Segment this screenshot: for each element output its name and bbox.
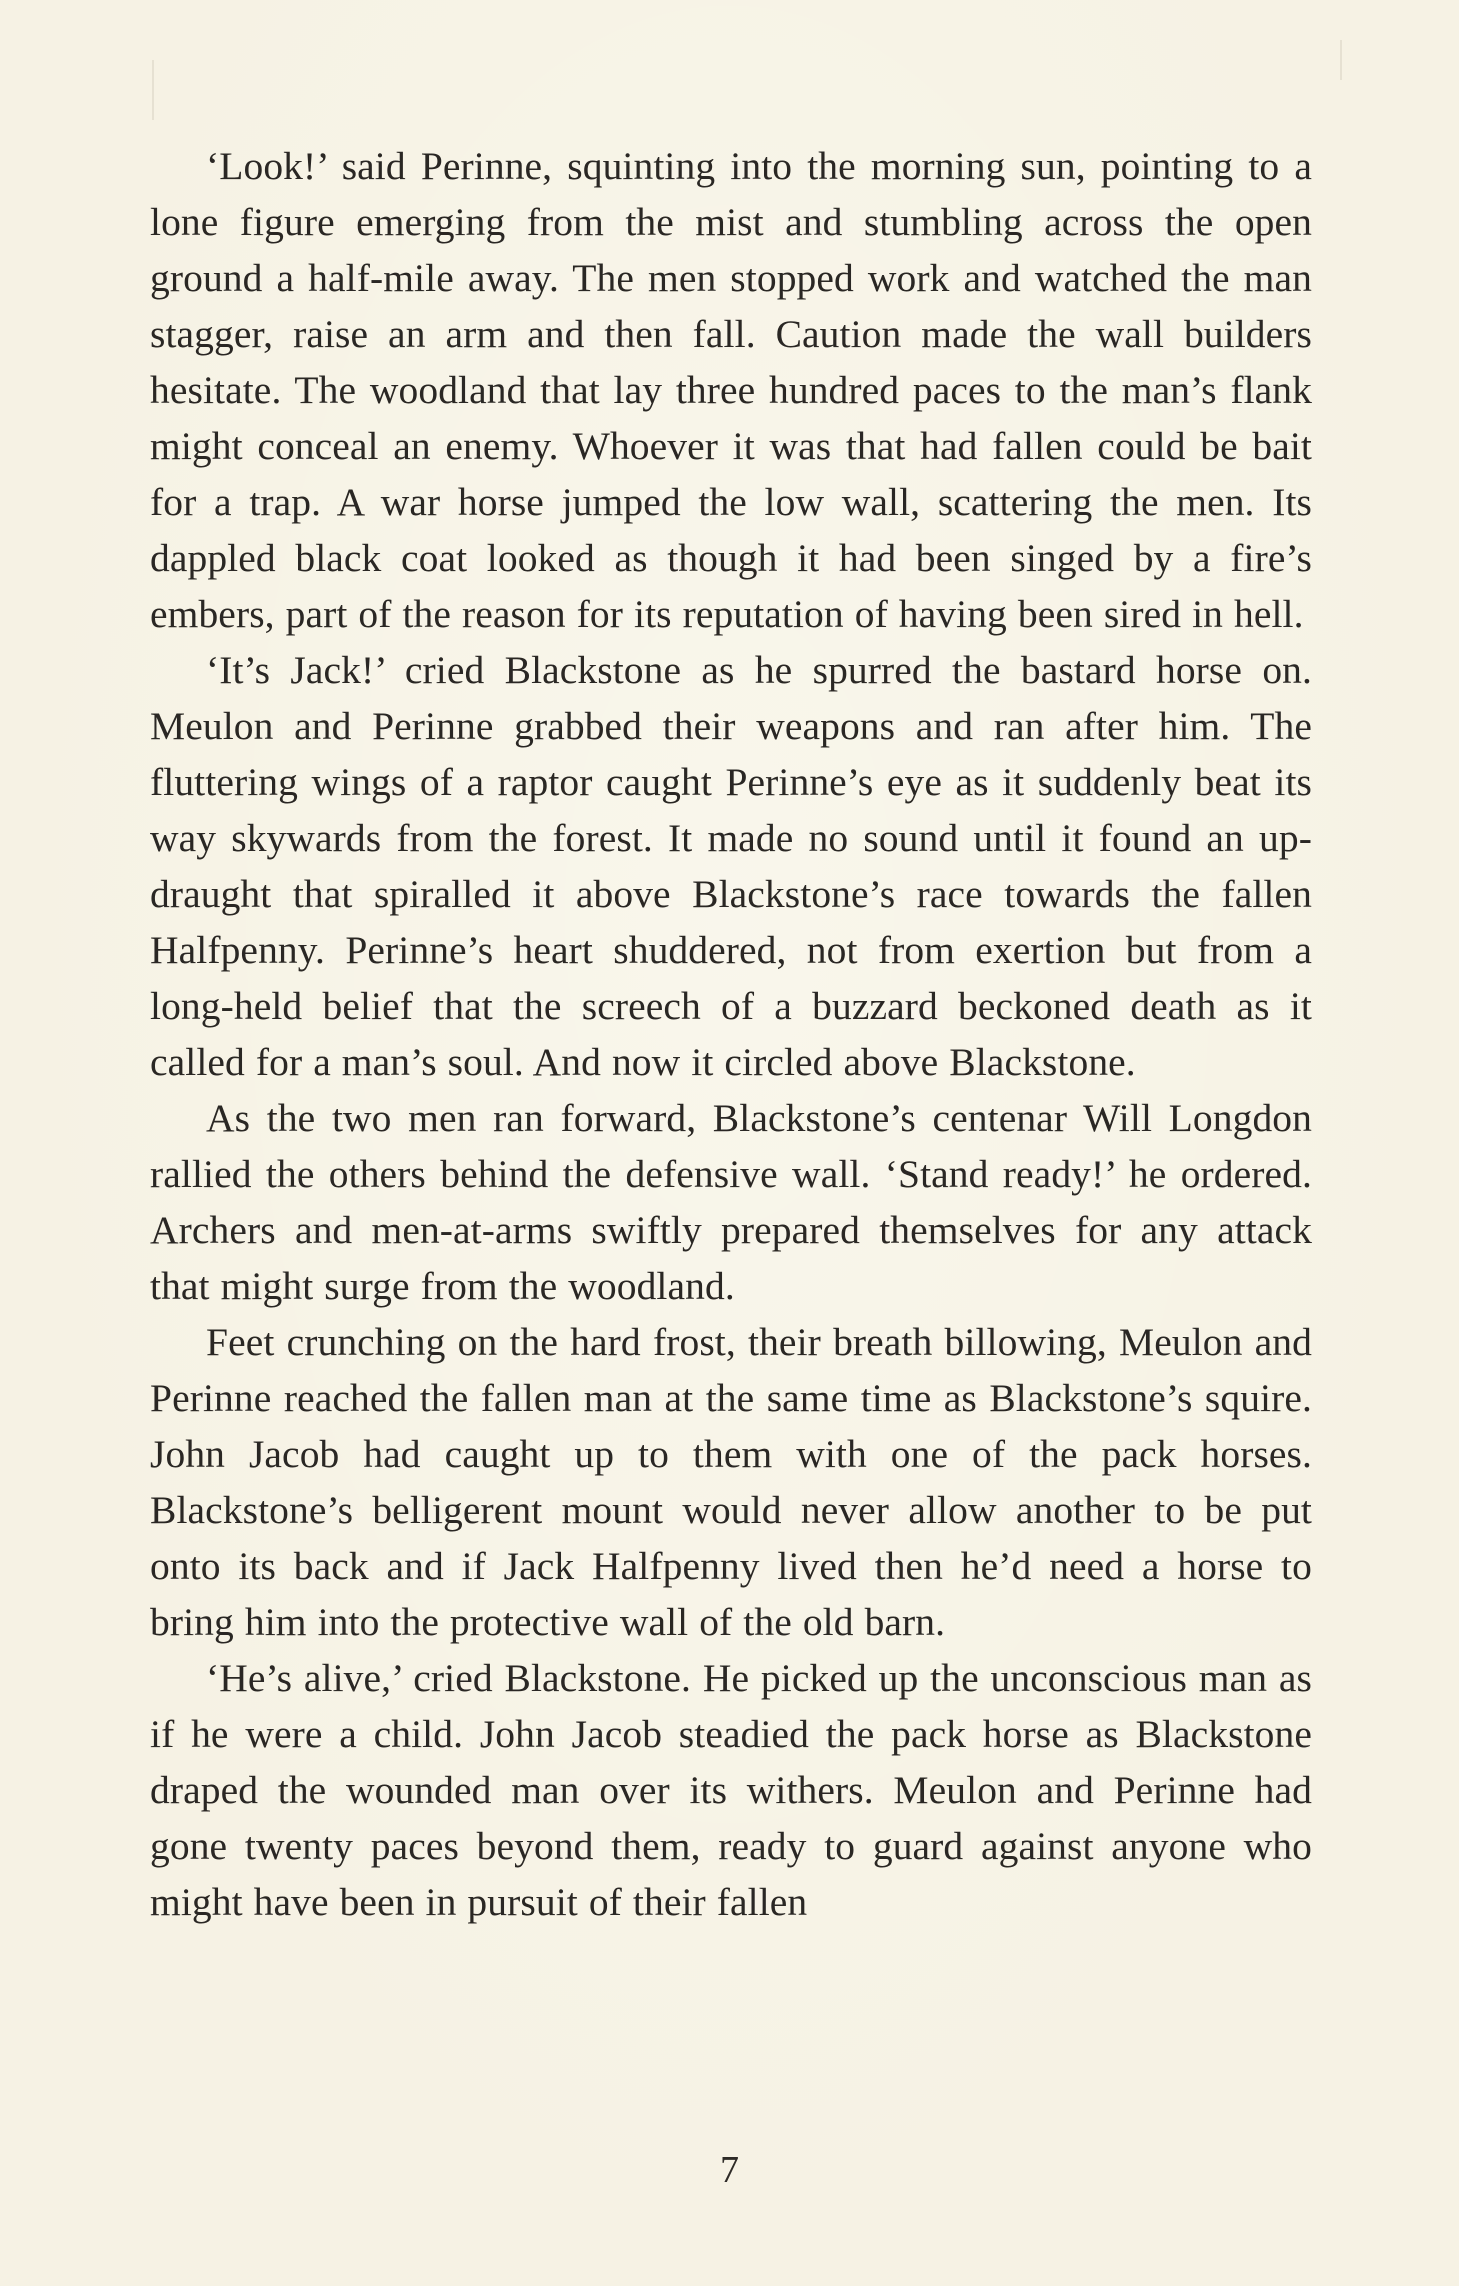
paragraph-2: ‘It’s Jack!’ cried Blackstone as he spurred the bastard horse on. Meulon and Perinne grabbed their weapons and ran after him. The fluttering wings of a raptor caught Perinne’s eye as it suddenly beat its way skywards from the forest. It made no sound until it found an up-draught that spiralled it above Blackstone’s race towards the fallen Halfpenny. Perinne’s heart shuddered, not from exertion but from a long-held belief that the screech of a buzzard beckoned death as it called for a man’s soul. And now it circled above Blackstone. xyxy=(150,648,1312,1084)
paragraph-5: ‘He’s alive,’ cried Blackstone. He picked up the unconscious man as if he were a child. John Jacob steadied the pack horse as Blackstone draped the wounded man over its withers. Meulon and Perinne had gone twenty paces beyond them, ready to guard against anyone who might have been in pursuit of their fallen xyxy=(150,1656,1312,1924)
scan-artifact-right xyxy=(1340,40,1342,80)
page-number: 7 xyxy=(720,2149,739,2191)
paragraph-3: As the two men ran forward, Blackstone’s centenar Will Longdon rallied the others behind the defensive wall. ‘Stand ready!’ he ordered. Archers and men-at-arms swiftly prepared themselves for any attack that might surge from the woodland. xyxy=(150,1096,1312,1308)
paragraph-1: ‘Look!’ said Perinne, squinting into the morning sun, pointing to a lone figure emerging from the mist and stumbling across the open ground a half-mile away. The men stopped work and watched the man stagger, raise an arm and then fall. Caution made the wall builders hesitate. The woodland that lay three hundred paces to the man’s flank might conceal an enemy. Whoever it was that had fallen could be bait for a trap. A war horse jumped the low wall, scattering the men. Its dappled black coat looked as though it had been singed by a fire’s embers, part of the reason for its reputation of having been sired in hell. xyxy=(150,144,1312,636)
scan-artifact-left xyxy=(152,60,154,120)
paragraph-4: Feet crunching on the hard frost, their breath billowing, Meulon and Perinne reached the fallen man at the same time as Blackstone’s squire. John Jacob had caught up to them with one of the pack horses. Blackstone’s belligerent mount would never allow another to be put onto its back and if Jack Halfpenny lived then he’d need a horse to bring him into the protective wall of the old barn. xyxy=(150,1320,1312,1644)
body-text xyxy=(150,138,1312,1930)
